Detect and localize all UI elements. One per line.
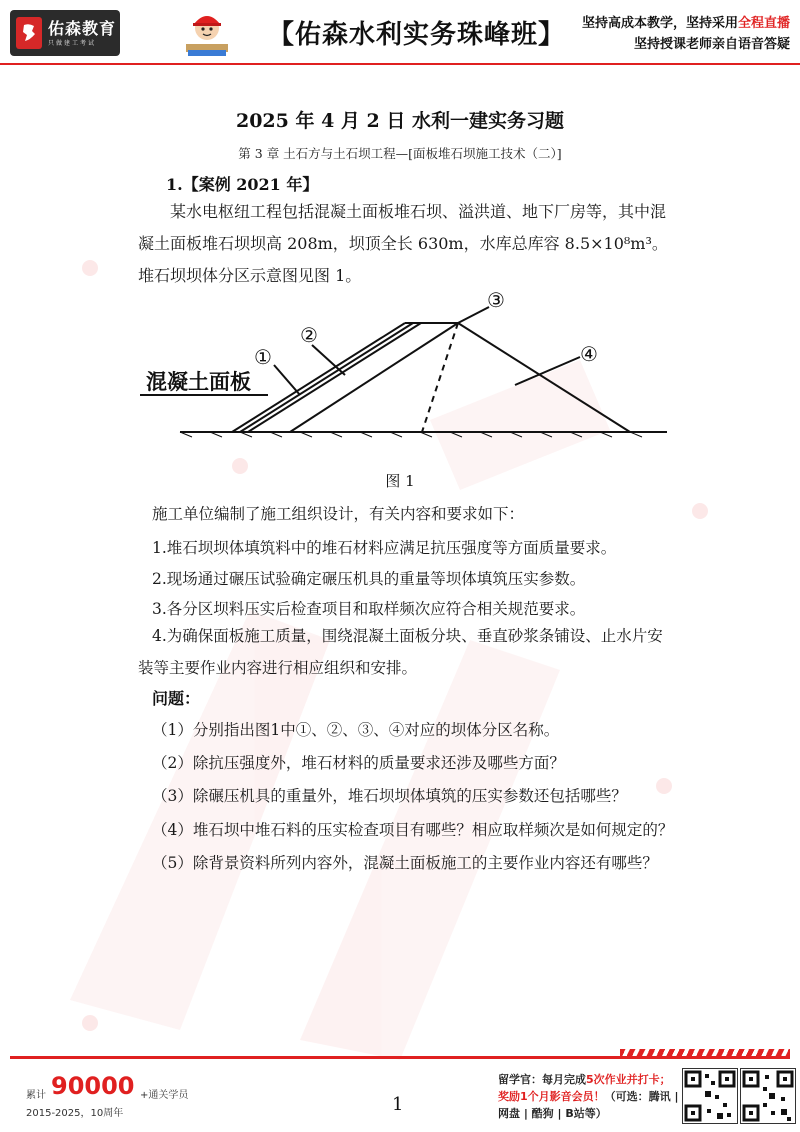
question-3: （3）除碾压机具的重量外，堆石坝坝体填筑的压实参数还包括哪些？ [152,787,627,805]
slogan-line-1: 坚持高成本教学，坚持采用全程直播 [581,16,790,31]
footer-years: 2015-2025，10周年 [26,1108,124,1119]
requirement-3: 3.各分区坝料压实后检查项目和取样频次应符合相关规范要求。 [152,600,586,618]
promo-line-3: 网盘 | 酷狗 | B站等） [498,1107,607,1120]
marker-3: ③ [487,288,505,312]
promo-line-1: 留学官：每月完成5次作业并打卡； [498,1073,671,1086]
question-4: （4）堆石坝中堆石料的压实检查项目有哪些？相应取样频次是如何规定的？ [152,821,674,839]
marker-2: ② [300,323,318,347]
design-intro: 施工单位编制了施工组织设计，有关内容和要求如下： [152,505,525,523]
promo-line-2: 奖励1个月影音会员！（可选：腾讯 | [498,1090,679,1103]
page-number: 1 [392,1094,404,1115]
case-intro: 某水电枢纽工程包括混凝土面板堆石坝、溢洪道、地下厂房等，其中混凝土面板堆石坝坝高 208m，坝顶全长 630m，水库总库容 8.5×10⁸m³。堆石坝坝体分区示意图见图 1。 [138,202,668,285]
footer-stripes [620,1049,790,1056]
header-divider [0,63,800,65]
requirement-1: 1.堆石坝坝体填筑料中的堆石材料应满足抗压强度等方面质量要求。 [152,539,617,557]
chapter-subtitle: 第 3 章 土石方与土石坝工程—[面板堆石坝施工技术（二）] [238,146,562,161]
figure-label-panel: 混凝土面板 [146,370,251,394]
question-1: （1）分别指出图1中①、②、③、④对应的坝体分区名称。 [152,721,560,739]
page-header [0,0,800,64]
questions-title: 问题： [152,689,201,708]
seal-icon [16,17,42,49]
footer-count: 90000 [51,1072,135,1100]
page-title: 2025 年 4 月 2 日 水利一建实务习题 [235,110,564,132]
footer-count-prefix: 累计 [26,1090,46,1101]
requirement-2: 2.现场通过碾压试验确定碾压机具的重量等坝体填筑压实参数。 [152,570,586,588]
slogan-line-2: 坚持授课老师亲自语音答疑 [633,37,790,52]
qr-code-icon[interactable] [682,1068,738,1124]
header-title: 【佑森水利实务珠峰班】 [268,20,566,50]
footer-count-suffix: +通关学员 [140,1090,189,1101]
marker-1: ① [254,345,272,369]
case-title: 1.【案例 2021 年】 [166,175,319,194]
requirement-4: 4.为确保面板施工质量，围绕混凝土面板分块、垂直砂浆条铺设、止水片安装等主要作业内容进行相应组织和安排。 [138,627,663,677]
figure-caption: 图 1 [385,472,415,490]
question-5: （5）除背景资料所列内容外，混凝土面板施工的主要作业内容还有哪些？ [152,854,658,872]
brand-logo [10,10,120,56]
qr-code-icon-2[interactable] [740,1068,796,1124]
logo-subtext: 只做建工考试 [48,39,97,47]
footer-divider [10,1056,790,1059]
question-2: （2）除抗压强度外，堆石材料的质量要求还涉及哪些方面？ [152,754,565,772]
mascot-icon [178,6,236,60]
marker-4: ④ [580,342,598,366]
logo-text: 佑森教育 [48,18,117,38]
dam-zoning-figure [140,285,670,460]
